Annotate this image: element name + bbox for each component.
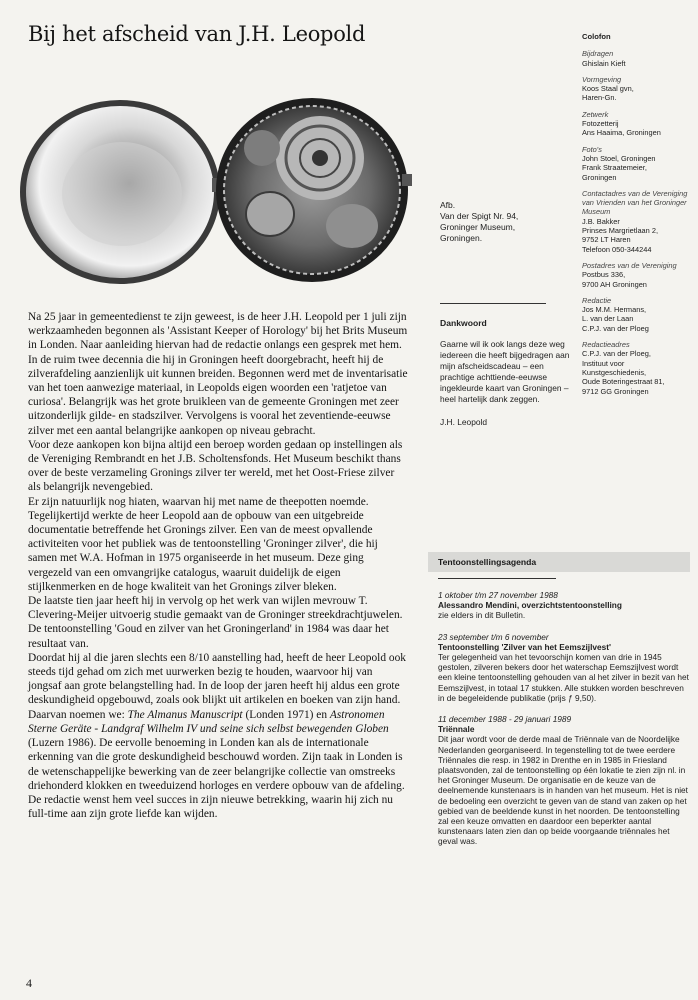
agenda-item <box>438 590 690 621</box>
paragraph: Er zijn natuurlijk nog hiaten, waarvan hij met name de theepotten noemde. <box>28 495 369 508</box>
agenda-item <box>438 632 690 703</box>
agenda-title: Tentoonstelling 'Zilver van het Eemszijlvest' <box>438 641 611 652</box>
agenda-title: Triënnale <box>438 724 475 735</box>
colofon-section: Bijdragen Ghislain Kieft <box>582 49 626 68</box>
agenda-title: Alessandro Mendini, overzichtstentoonstelling <box>438 600 622 611</box>
agenda-text: Dit jaar wordt voor de derde maal de Triënnale van de Noordelijke Nederlanden georganiseerd. In tegenstelling tot de twee eerdere Triënnales die resp. in 1982 in Drenthe en in 1985 in Friesland plaatsvonden, zal de tentoonstelling op één lokatie te zien zijn nl. in het Groninger Museum. De organisatie en de keuze van de deelnemende kunstenaars is in handen van het museum. Het is niet de bedoeling een overzicht te geven van de stand van zaken op het gebied van de beeldende kunst in het noorden. De tentoonstelling zal een keuze omvatten en daardoor een beperkter aantal kunstenaars laten zien dan op beide voorgaande triënnales het geval was. <box>438 734 688 847</box>
dankwoord-heading: Dankwoord <box>440 318 487 328</box>
agenda-date: 11 december 1988 - 29 januari 1989 <box>438 714 572 725</box>
colofon-section: Vormgeving Koos Staal gvn, Haren-Gn. <box>582 74 634 103</box>
article-title: Bij het afscheid van J.H. Leopold <box>28 22 366 46</box>
exhibition-agenda <box>428 552 690 847</box>
agenda-heading: Tentoonstellingsagenda <box>428 552 690 572</box>
colofon-section: Redactieadres C.P.J. van der Ploeg, Instituut voor Kunstgeschiedenis, Oude Boteringestraat 81, 9712 GG Groningen <box>582 340 665 396</box>
book-title: Astronomen Sterne Geräte - Landgraf Wilhelm IV und seine sich selbst bewegenden Globen <box>28 708 389 735</box>
paragraph: In de ruim twee decennia die hij in Groningen heeft doorgebracht, heeft hij de zilverafdeling aanzienlijk uit kunnen breiden. Begonnen werd met de inventarisatie van het toen aanwezige materiaal, in Leopolds eigen woorden een 'ratjetoe van curiosa'. Belangrijk was het grote bruikleen van de gemeente Groningen met zeer uitzonderlijk gilde- en stadszilver. Vervolgens is vooral het zeventiende-eeuwse zilver met een aantal belangrijke aankopen op niveau gebracht. <box>28 353 408 437</box>
paragraph: Doordat hij al die jaren slechts een 8/10 aanstelling had, heeft de heer Leopold ook steeds tijd gehad om zich met uurwerken bezig te houden, waarvoor hij van jongsaf aan grote belangstelling had. In de loop der jaren heeft hij aldus een grote deskundigheid opgebouwd, zoals ook blijkt uit artikelen en boeken van zijn hand. Daarvan noemen we: The Almanus Manuscript (Londen 1971) en Astronomen Sterne Geräte - Landgraf Wilhelm IV und seine sich selbst bewegenden Globen (Luzern 1986). De eervolle benoeming in Londen kan als de internationale erkenning van die grote deskundigheid beschouwd worden. Zijn taak in Londen is de wetenschappelijke bewerking van de zeer belangrijke collectie van omstreeks driehonderd klokken en tweeduizend horloges en verdere opbouw van de afdeling. De redactie wenst hem veel succes in zijn nieuwe betrekking, waarin hij zich nu full-time aan zijn grote liefde kan wijden. <box>28 651 406 821</box>
agenda-text: zie elders in dit Bulletin. <box>438 610 526 621</box>
photo-caption: Afb. Van der Spigt Nr. 94, Groninger Museum, Groningen. <box>440 200 519 243</box>
article-body <box>28 310 408 821</box>
pocket-watch-photo <box>12 88 412 288</box>
agenda-date: 23 september t/m 6 november <box>438 631 549 642</box>
colofon-section: Redactie Jos M.M. Hermans, L. van der Laan C.P.J. van der Ploeg <box>582 295 649 333</box>
colofon-section: Postadres van de Vereniging Postbus 336, 9700 AH Groningen <box>582 260 677 289</box>
agenda-divider <box>438 578 556 579</box>
agenda-text: Ter gelegenheid van het tevoorschijn komen van drie in 1945 gestolen, zilveren bekers door het waterschap Eemszijlvest wordt een kleine tentoonstelling gehouden van al het zilver in bezit van het Eemszijlvest, in totaal 17 stukken. Alle stukken worden beschreven in de begeleidende publikatie (prijs ƒ 9,50). <box>438 652 689 703</box>
colofon-section: Foto's John Stoel, Groningen Frank Straatemeier, Groningen <box>582 144 656 182</box>
colofon-section: Zetwerk Fotozetterij Ans Haaima, Groningen <box>582 109 661 138</box>
dankwoord <box>440 318 570 428</box>
paragraph: Tegelijkertijd werkte de heer Leopold aan de opbouw van een uitgebreide documentatie betreffende het Gronings zilver. Een van de meest opvallende activiteiten voor het publiek was de tentoonstelling 'Groninger zilver', die hij samen met W.A. Hofman in 1975 organiseerde in het museum. Deze ging vergezeld van een omvangrijke catalogus, waaruit duidelijk de eigen stijlkenmerken en de hoge kwaliteit van het Gronings zilver bleken. <box>28 509 378 593</box>
colofon-section: Contactadres van de Vereniging van Vrienden van het Groninger Museum J.B. Bakker Prinses Margrietlaan 2, 9752 LT Haren Telefoon 050-344244 <box>582 188 688 254</box>
dankwoord-divider <box>440 303 546 304</box>
paragraph: De laatste tien jaar heeft hij in vervolg op het werk van wijlen mevrouw T. Clevering-Meijer uitvoerig studie gemaakt van de Groninger streekdrachtjuwelen. De tentoonstelling 'Goud en zilver van het Groningerland' in 1984 was daar het resultaat van. <box>28 595 403 650</box>
paragraph: Voor deze aankopen kon bijna altijd een beroep worden gedaan op instellingen als de Vereniging Rembrandt en het J.B. Scholtensfonds. Het Museum beschikt thans over de beste verzameling Gronings zilver ter wereld, met het Oost-Friese zilver als belangrijk nevengebied. <box>28 438 403 494</box>
agenda-date: 1 oktober t/m 27 november 1988 <box>438 590 558 600</box>
dankwoord-text: Gaarne wil ik ook langs deze weg iedereen die heeft bijgedragen aan mijn afscheidscadeau – een prachtige achttiende-eeuwse ingekleurde kaart van Groningen – heel hartelijk dank zeggen. <box>440 339 570 404</box>
book-title: The Almanus Manuscript <box>127 708 243 721</box>
agenda-item <box>438 714 690 847</box>
colofon-heading: Colofon <box>582 32 611 41</box>
dankwoord-signature: J.H. Leopold <box>440 417 488 427</box>
colofon <box>582 32 694 403</box>
page-number: 4 <box>26 976 32 990</box>
paragraph: Na 25 jaar in gemeentedienst te zijn geweest, is de heer J.H. Leopold per 1 juli zijn werkzaamheden begonnen als 'Assistant Keeper of Horology' bij het Brits Museum in Londen. Naar aanleiding hiervan had de redactie onlangs een gesprek met hem. <box>28 311 408 352</box>
